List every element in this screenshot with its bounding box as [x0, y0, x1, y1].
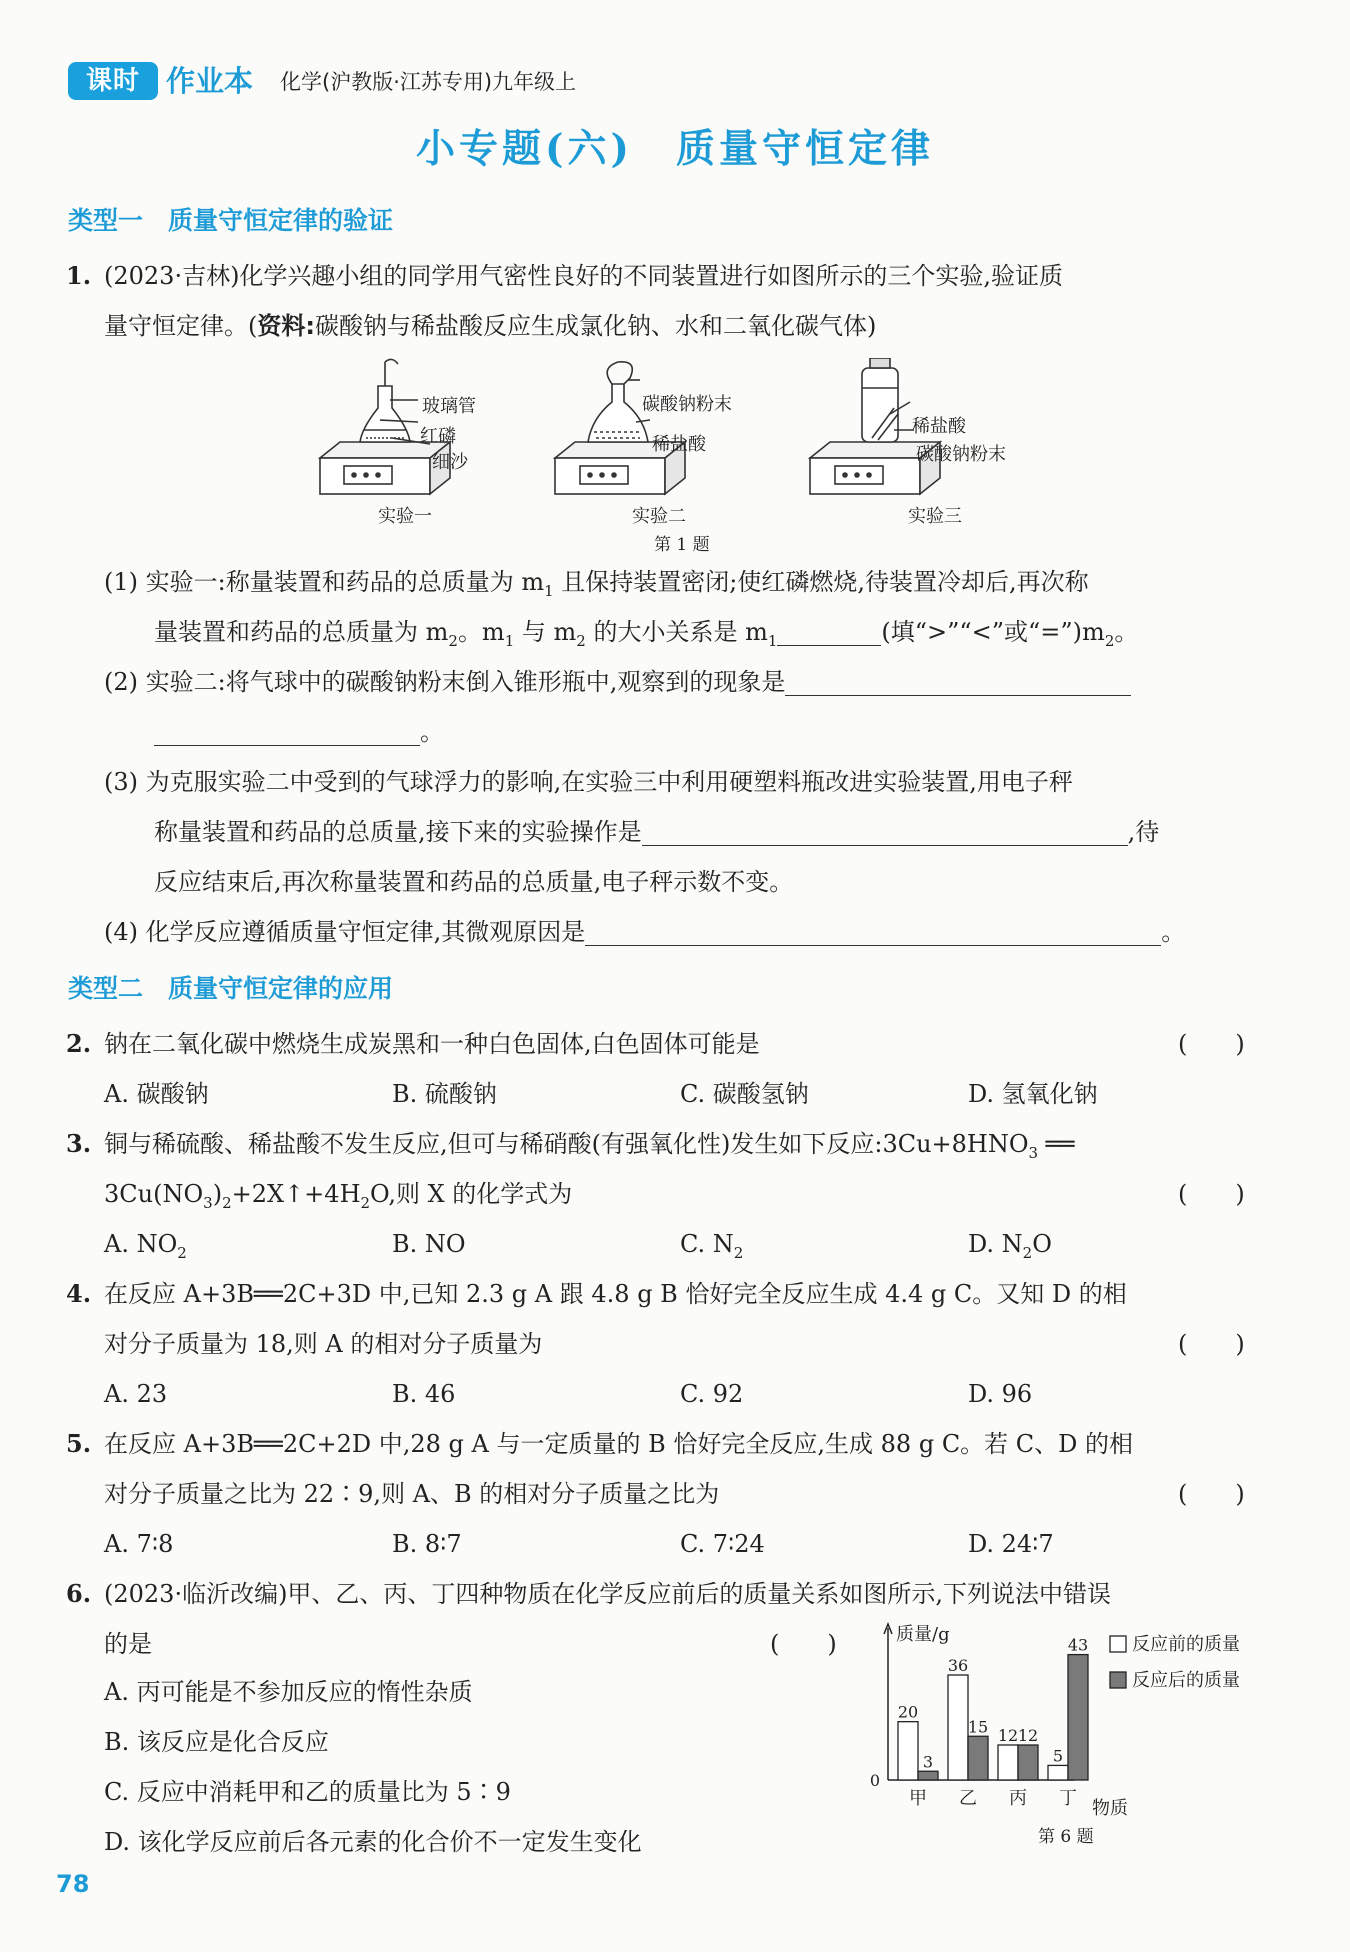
chart-bar	[998, 1745, 1018, 1780]
text: (填“>”“<”或“=”)m	[881, 618, 1105, 646]
text: D. N	[968, 1230, 1023, 1258]
sub-question-2-cont	[154, 714, 444, 750]
option-b[interactable]: B. 46	[392, 1380, 456, 1408]
legend-label: 反应后的质量	[1132, 1670, 1240, 1691]
chart-bar	[1048, 1765, 1068, 1780]
origin-label: 0	[869, 1771, 880, 1790]
text: 碳酸钠与稀盐酸反应生成氯化钠、水和二氧化碳气体)	[314, 312, 877, 340]
option-c[interactable]: C. 反应中消耗甲和乙的质量比为 5∶9	[104, 1778, 511, 1806]
sub-question-3-cont	[154, 814, 1159, 850]
figure-label: 细沙	[432, 452, 468, 473]
figure-label: 实验一	[378, 506, 432, 527]
subscript: 1	[767, 631, 778, 650]
answer-paren[interactable]: ( )	[1178, 1180, 1245, 1208]
question-5	[66, 1426, 91, 1462]
option-b[interactable]	[392, 1226, 466, 1262]
option-b[interactable]: B. 该反应是化合反应	[104, 1728, 329, 1756]
y-axis-label: 质量/g	[896, 1624, 950, 1645]
question-text: 钠在二氧化碳中燃烧生成炭黑和一种白色固体,白色固体可能是	[104, 1030, 760, 1058]
question-text	[104, 308, 876, 344]
question-4	[66, 1276, 91, 1312]
question-number: 2.	[66, 1029, 92, 1058]
page-title: 小专题(六) 质量守恒定律	[416, 126, 934, 172]
bar-value-label: 43	[1067, 1635, 1089, 1655]
answer-paren[interactable]: ( )	[1178, 1330, 1245, 1358]
option-c[interactable]: C. 碳酸氢钠	[680, 1080, 809, 1108]
subscript: 2	[1022, 1243, 1033, 1262]
sub-question-3-cont: 反应结束后,再次称量装置和药品的总质量,电子秤示数不变。	[154, 868, 794, 896]
answer-blank[interactable]	[585, 917, 1161, 946]
option-a[interactable]: A. 丙可能是不参加反应的惰性杂质	[104, 1678, 473, 1706]
answer-blank[interactable]	[642, 817, 1128, 846]
option-c[interactable]: C. 92	[680, 1380, 744, 1408]
option-a[interactable]: A. 23	[104, 1380, 168, 1408]
subject-label: 化学(沪教版·江苏专用)九年级上	[280, 70, 577, 94]
text: ,待	[1127, 818, 1160, 846]
text: (4) 化学反应遵循质量守恒定律,其微观原因是	[104, 918, 586, 946]
text: O	[1032, 1230, 1052, 1258]
option-d[interactable]: D. 96	[968, 1380, 1033, 1408]
option-d[interactable]: D. 该化学反应前后各元素的化合价不一定发生变化	[104, 1828, 642, 1856]
legend-swatch	[1110, 1636, 1126, 1652]
subscript: 2	[222, 1193, 232, 1212]
question-text	[104, 1126, 1075, 1171]
chart-bar	[918, 1771, 938, 1780]
figure-caption: 第 1 题	[654, 535, 710, 555]
question-text: 对分子质量为 18,则 A 的相对分子质量为	[104, 1330, 543, 1358]
question-number: 4.	[66, 1279, 92, 1308]
text: 。	[1161, 918, 1186, 946]
sub-question-1	[104, 564, 1089, 609]
option-d[interactable]: D. 24∶7	[968, 1530, 1054, 1558]
subscript: 2	[360, 1193, 371, 1212]
subscript: 2	[177, 1243, 187, 1262]
x-tick-label: 乙	[959, 1788, 977, 1809]
question-6	[66, 1576, 91, 1612]
brand-title: 作业本	[166, 64, 254, 98]
legend-swatch	[1110, 1672, 1126, 1688]
question-text	[104, 1176, 572, 1221]
figure-caption: 第 6 题	[1038, 1827, 1094, 1847]
page-number: 78	[56, 1870, 90, 1898]
text: 称量装置和药品的总质量,接下来的实验操作是	[154, 818, 642, 846]
answer-paren[interactable]: ( )	[1178, 1480, 1245, 1508]
subscript: 3	[203, 1193, 213, 1212]
question-3	[66, 1126, 91, 1162]
figure-label: 实验二	[632, 506, 686, 527]
figure-label: 碳酸钠粉末	[916, 444, 1006, 465]
text: 。m	[457, 618, 505, 646]
option-b[interactable]: B. 硫酸钠	[392, 1080, 497, 1108]
text: ══	[1038, 1130, 1075, 1158]
question-number: 3.	[66, 1129, 92, 1158]
option-a[interactable]: A. 碳酸钠	[104, 1080, 209, 1108]
text: 3Cu(NO	[104, 1180, 204, 1208]
answer-blank[interactable]	[785, 667, 1131, 696]
question-text: (2023·吉林)化学兴趣小组的同学用气密性良好的不同装置进行如图所示的三个实验,验证质	[104, 262, 1064, 290]
answer-paren[interactable]: ( )	[1178, 1030, 1245, 1058]
legend-label: 反应前的质量	[1132, 1634, 1240, 1655]
option-a[interactable]: A. 7∶8	[104, 1530, 174, 1558]
bar-value-label: 12	[997, 1726, 1019, 1745]
x-tick-label: 甲	[909, 1788, 927, 1809]
question-text: 对分子质量之比为 22∶9,则 A、B 的相对分子质量之比为	[104, 1480, 720, 1508]
logo: 课时	[68, 62, 158, 100]
figure-label: 实验三	[908, 506, 962, 527]
figure-label: 玻璃管	[422, 396, 476, 417]
text: B. NO	[392, 1230, 466, 1258]
question-text: 的是	[104, 1630, 152, 1658]
text: O,则 X 的化学式为	[370, 1180, 573, 1208]
chart-bar	[1018, 1745, 1038, 1780]
text: )	[212, 1180, 223, 1208]
bar-value-label: 12	[1017, 1726, 1039, 1745]
subscript: 2	[576, 631, 586, 650]
chart-bar	[968, 1736, 988, 1780]
text: 。	[420, 718, 444, 746]
mass-bar-chart	[860, 1620, 1280, 1820]
subscript: 1	[544, 581, 554, 600]
text: 。	[1114, 618, 1139, 646]
subscript: 2	[733, 1243, 744, 1262]
text: +2X↑+4H	[231, 1180, 361, 1208]
option-c[interactable]: C. 7∶24	[680, 1530, 765, 1558]
question-text: 在反应 A+3B══2C+3D 中,已知 2.3 g A 跟 4.8 g B 恰好完全反应生成 4.4 g C。又知 D 的相	[104, 1280, 1127, 1308]
text: (1) 实验一:称量装置和药品的总质量为 m	[104, 568, 545, 596]
sub-question-4	[104, 914, 1185, 950]
sub-question-3: (3) 为克服实验二中受到的气球浮力的影响,在实验三中利用硬塑料瓶改进实验装置,用电子秤	[104, 768, 1073, 796]
bar-value-label: 3	[922, 1752, 934, 1772]
x-axis-label: 物质	[1092, 1798, 1128, 1819]
question-2	[66, 1026, 91, 1062]
section-heading: 类型二 质量守恒定律的应用	[68, 974, 394, 1003]
bar-value-label: 15	[967, 1717, 989, 1737]
text: A. NO	[104, 1230, 178, 1258]
figure-label: 红磷	[420, 426, 456, 447]
chart-bar	[898, 1722, 918, 1780]
x-tick-label: 丙	[1009, 1788, 1027, 1809]
question-text: (2023·临沂改编)甲、乙、丙、丁四种物质在化学反应前后的质量关系如图所示,下列说法中错误	[104, 1580, 1112, 1608]
chart-bar	[948, 1675, 968, 1780]
chart-bar	[1068, 1655, 1088, 1780]
option-d[interactable]	[968, 1226, 1052, 1271]
question-number: 5.	[66, 1429, 92, 1458]
sub-question-2	[104, 664, 1131, 700]
answer-blank[interactable]	[154, 717, 420, 746]
figure-label: 稀盐酸	[912, 416, 966, 437]
sub-question-1-cont	[154, 614, 1138, 659]
text: 铜与稀硫酸、稀盐酸不发生反应,但可与稀硝酸(有强氧化性)发生如下反应:3Cu+8HNO	[104, 1130, 1029, 1158]
text: C. N	[680, 1230, 734, 1258]
answer-paren[interactable]: ( )	[770, 1630, 837, 1658]
text: 量装置和药品的总质量为 m	[154, 618, 449, 646]
option-c[interactable]	[680, 1226, 743, 1271]
question-number: 1.	[66, 261, 92, 290]
figure-label: 稀盐酸	[652, 434, 706, 455]
option-a[interactable]	[104, 1226, 187, 1271]
question-1	[66, 258, 91, 294]
option-d[interactable]: D. 氢氧化钠	[968, 1080, 1098, 1108]
subscript: 2	[448, 631, 458, 650]
bar-value-label: 36	[947, 1656, 969, 1675]
question-text: 在反应 A+3B══2C+2D 中,28 g A 与一定质量的 B 恰好完全反应,生成 88 g C。若 C、D 的相	[104, 1430, 1134, 1458]
text-bold: 资料:	[257, 312, 315, 340]
text: (2) 实验二:将气球中的碳酸钠粉末倒入锥形瓶中,观察到的现象是	[104, 668, 786, 696]
answer-blank[interactable]	[777, 617, 881, 646]
question-number: 6.	[66, 1579, 92, 1608]
subscript: 2	[1104, 631, 1115, 650]
subscript: 3	[1028, 1143, 1039, 1162]
figure-label: 碳酸钠粉末	[642, 394, 732, 415]
x-tick-label: 丁	[1059, 1788, 1077, 1809]
text: 量守恒定律。(	[104, 312, 258, 340]
section-heading: 类型一 质量守恒定律的验证	[68, 206, 394, 235]
text: 的大小关系是 m	[585, 618, 768, 646]
text: 与 m	[514, 618, 577, 646]
bar-value-label: 5	[1052, 1746, 1064, 1766]
text: 且保持装置密闭;使红磷燃烧,待装置冷却后,再次称	[553, 568, 1089, 596]
subscript: 1	[504, 631, 515, 650]
bar-value-label: 20	[897, 1702, 919, 1722]
option-b[interactable]: B. 8∶7	[392, 1530, 462, 1558]
